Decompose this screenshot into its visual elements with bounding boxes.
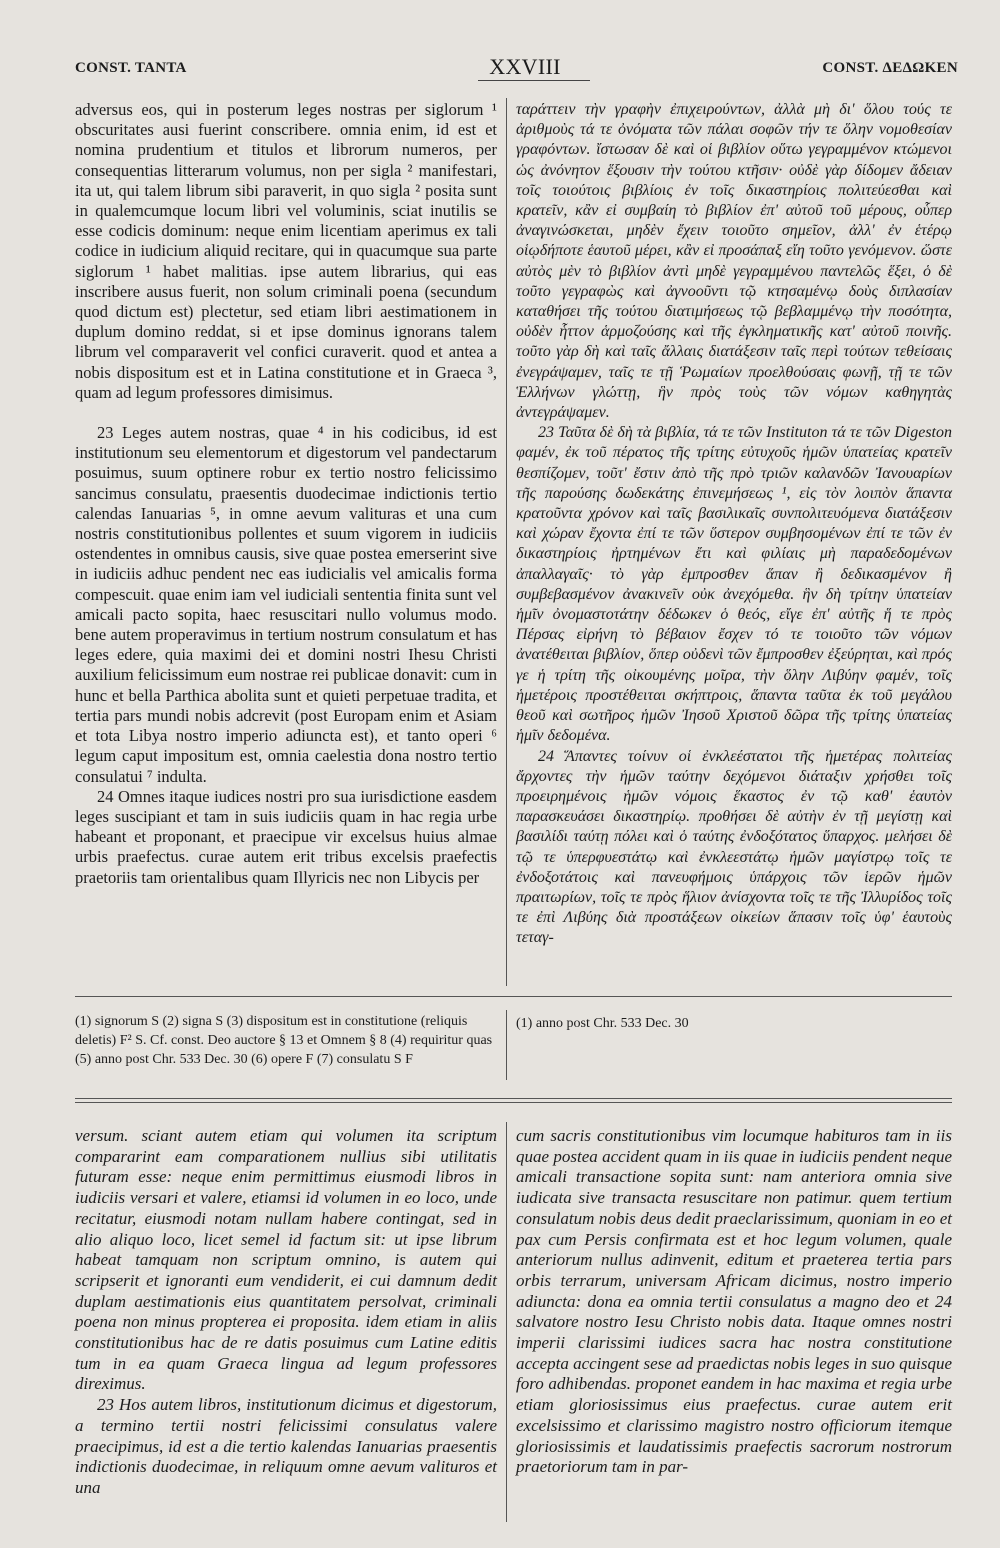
- footnote-divider: [506, 1010, 507, 1080]
- translation-column-right: [516, 1126, 952, 1478]
- column-divider: [506, 98, 507, 986]
- translation-column-left: [75, 1126, 497, 1499]
- translation-paragraph-right: cum sacris constitutionibus vim locumque habituros tam in iis quae postea accident quam in iis quae in iudiciis pendent neque amicali transactione sopita sunt: nam anteriora omnia sive iudicata sive transacta resuscitare non patimur. quem tertium consulatum nobis deus dedit praeclarissimum, quoniam in eo et pax cum Persis confirmata est et hoc legum volumen, quale anteriorum nullus adinvenit, editum et praeterea tertia pars orbis terrarum, universam Africam dicimus, nostro imperio adiuncta: dona ea omnia tertii consulatus a magno deo et 24 salvatore nostro Iesu Christo nobis data. Itaque omnes nostri imperii clarissimi iudices sacra hac nostra constitutione accepta accingent sese ad praedictas nobis leges in suo quisque foro adhibendas. proponet eandem in hac maxima et regia urbe etiam gloriosissimus eius praefectus. curae autem erit excelsissimo et clarissimo magistro nostro officiorum itemque gloriosissimis et laudatissimis praefectis sacrorum nostrorum praetoriorum tam in par-: [516, 1126, 952, 1477]
- double-rule-bottom: [75, 1102, 952, 1103]
- running-header-right: CONST. ΔΕΔΩΚΕΝ: [822, 60, 958, 76]
- translation-paragraph-23: 23 Hos autem libros, institutionum dicimus et digestorum, a termino tertii nostri felicissimi consulatus valere praecipimus, id est a die tertio kalendas Ianuarias praesentis indictionis duodecimae, in reliquum omne aevum valituros et una: [75, 1395, 497, 1497]
- greek-paragraph-23: 23 Ταῦτα δὲ δὴ τὰ βιβλία, τά τε τῶν Instituton τά τε τῶν Digeston φαμέν, ἐκ τοῦ πέρατος τῆς τρίτης εὐτυχοῦς ἡμῶν ὑπατείας κρατεῖν θεσπίζομεν, τοῦτ' ἔστιν ἀπὸ τῆς πρὸ τριῶν καλανδῶν Ἰανουαρίων τῆς παρούσης δωδεκάτης ἐπινεμήσεως ¹, εἰς τὸν λοιπὸν ἅπαντα κρατοῦντα χρόνον καὶ ταῖς βασιλικαῖς συνπολιτευόμενα διατάξεσιν καὶ χώραν ἔχοντα ἐπί τε τῶν ὕστερον συμβησομένων ἐπί τε τῶν ἐν δικαστηρίοις ἠρτημένων ἔτι καὶ φιλίαις μὴ παραδεδομένων ἀπαλλαγαῖς· τὸ γὰρ ἐμπροσθεν ἅπαν ἢ δεδικασμένον ἢ συμβεβασμένον ἀνακινεῖν οὐκ ἀνεχόμεθα. ἣν δὴ τρίτην ὑπατείαν ἡμῖν ὀνομαστοτάτην δέδωκεν ὁ θεός, εἴγε ἐπ' αὐτῆς ἥ τε πρὸς Πέρσας εἰρήνη τὸ βέβαιον ἔσχεν τό τε τοιοῦτο τῶν νόμων ἀνατέθειται βιβλίον, ὅπερ οὐδενὶ τῶν ἔμπροσθεν ἐξεύρηται, καὶ πρός γε ἡ τρίτη τῆς οἰκουμένης μοῖρα, τὴν ὅλην Λιβύην φαμέν, τοῖς ἡμετέροις προστέθειται σκήπτροις, ἅπαντα ταῦτα ἐκ τοῦ μεγάλου θεοῦ καὶ σωτῆρος ἡμῶν Ἰησοῦ Χριστοῦ δῶρα τῆς τρίτης ὑπατείας ἡμῖν δεδομένα.: [516, 424, 952, 745]
- running-header-left: CONST. TANTA: [75, 60, 187, 76]
- greek-paragraph: ταράττειν τὴν γραφὴν ἐπιχειρούντων, ἀλλὰ μὴ δι' ὅλου τούς τε ἀριθμοὺς τά τε ὀνόματα τῶν πάλαι σοφῶν τήν τε ὅλην νομοθεσίαν γραφόντων. ἴστωσαν δὲ καὶ οἱ βιβλίον οὕτω γεγραμμένον κτώμενοι ὡς ἀνόνητον ἕξουσιν τὴν τούτου κτῆσιν· οὐδὲ γὰρ δίδομεν ἄδειαν τοῖς τοιούτοις βιβλίοις ἐν τοῖς δικαστηρίοις πολιτεύεσθαι καὶ κρατεῖν, κἂν εἰ συμβαίη τὸ βιβλίον ἐπ' αὐτοῦ τοῦ μέρους, οὗπερ ἀναγινώσκεται, μηδὲν ἔχειν τοιοῦτο σημεῖον, ἀλλ' ἐν ἑτέρῳ οἱῳδήποτε ἑαυτοῦ μέρει, κἂν εἰ προσάπαξ εἴη τοῦτο γενόμενον. ὥστε αὐτὸς μὲν τὸ βιβλίον ἀντὶ μηδὲ γεγραμμένου παντελῶς ἕξει, ὁ δὲ τοῦτο γεγραφὼς καὶ ἀγνοοῦντι τῷ κτησαμένῳ δοὺς διπλασίαν καταθήσει τῆς τούτου διατιμήσεως τῷ βεβλαμμένῳ τὴν ποσότητα, οὐδὲν ἧττον ἁρμοζούσης καὶ τῆς ἐγκληματικῆς κατ' αὐτοῦ ποινῆς. τοῦτο γὰρ δὴ καὶ ταῖς ἄλλαις διατάξεσιν ταῖς περὶ τούτων τεθείσαις ἐνεγράψαμεν, ταῖς τε τῇ Ῥωμαίων προελθούσαις φωνῇ, τῇ τε τῶν Ἑλλήνων γλώττῃ, ἣν πρὸς τοὺς τῶν νόμων καθηγητὰς ἀντεγράψαμεν.: [516, 101, 952, 422]
- greek-column: [516, 100, 952, 949]
- footnotes-latin: (1) signorum S (2) signa S (3) dispositum est in constitutione (reliquis deletis) F² S. Cf. const. Deo auctore § 13 et Omnem § 8 (4) requiritur quas (5) anno post Chr. 533 Dec. 30 (6) opere F (7) consulatu S F: [75, 1014, 493, 1067]
- greek-paragraph-24: 24 Ἅπαντες τοίνυν οἱ ἐνκλεέστατοι τῆς ἡμετέρας πολιτείας ἄρχοντες τὴν ἡμῶν ταύτην δεχόμενοι διάταξιν χρήσθει τοῖς προειρημένοις ἡμῶν νόμοις ἕκαστος ἐν τῷ καθ' ἑαυτὸν παρασκευάσει δικαστηρίῳ. προθήσει δὲ αὐτὴν ἐν τῇ μεγίστῃ καὶ βασιλίδι ταύτῃ πόλει καὶ ὁ ταύτης ἐνδοξότατος ὕπαρχος. μελήσει δὲ τῷ τε ὑπερφυεστάτῳ καὶ ἐνκλεεστάτῳ ἡμῶν μαγίστρῳ τοῖς τε ἐνδοξοτάτοις καὶ πανευφήμοις ὑπάρχοις τῶν ἱερῶν ἡμῶν πραιτωρίων, τοῖς τε πρὸς ἥλιον ἀνίσχοντα τοῖς τε τῆς Ἰλλυρίδος τοῖς τε ἐπὶ Λιβύης διὰ προστάξεων οἰκείων ἅπασιν τοῖς ὑφ' ἑαυτοὺς τεταγ-: [516, 747, 952, 947]
- footnote-rule: [75, 996, 952, 997]
- double-rule-top: [75, 1098, 952, 1099]
- latin-paragraph: adversus eos, qui in posterum leges nostras per siglorum ¹ obscuritates ausi fuerint conscribere. omnia enim, id est et nomina prudentium et titulos et librorum numeros, per consequentias litterarum volumus, non per sigla ² manifestari, ita ut, qui talem librum sibi paraverit, in quo sigla ² posita sunt in qualemcumque locum libri vel voluminis, sciat inutilis se esse codicis dominum: neque enim licentiam aperimus ex tali codice in iudicium aliquid recitare, qui in quacumque sua parte siglorum ¹ habet malitias. ipse autem librarius, qui eas inscribere ausus fuerit, non solum criminali poena (secundum quod dictum est) plectetur, sed etiam libri aestimationem in duplum domino reddat, si et ipse dominus ignorans talem librum vel comparaverit vel confici curaverit. quod et antea a nobis dispositum est et in Latina constitutione et in Graeca ³, quam ad legum professores dimisimus.: [75, 100, 497, 402]
- footnotes-greek: (1) anno post Chr. 533 Dec. 30: [516, 1016, 689, 1031]
- translation-paragraph: versum. sciant autem etiam qui volumen ita scriptum compararint eam comparationem nullius sibi utilitatis futuram esse: neque enim permittimus eiusmodi libros in iudiciis versari et valere, etiamsi id volumen in eo loco, unde recitatur, eiusmodi notam nullam habere contingat, sed in alio aliquo loco, licet semel id factum sit: ut ipse librum habeat tamquam non scriptum omnino, is autem qui scripserit et ignoranti eum vendiderit, ei cui damnum dedit duplam aestimationis eius quantitatem persolvat, criminali poena non minus propterea ei proposita. idem etiam in aliis constitutionibus hac de re datis posuimus cum Latine editis tum in ea quam Graeca lingua ad legum professores direximus.: [75, 1126, 497, 1394]
- translation-divider: [506, 1122, 507, 1522]
- latin-paragraph-23: 23 Leges autem nostras, quae ⁴ in his codicibus, id est institutionum seu elementorum et digestorum vel pandectarum posuimus, suum optinere robur ex tertio nostro felicissimo sancimus consulatu, praesentis duodecimae indictionis tertio calendas Ianuarias ⁵, in omne aevum valituras et una cum nostris constitutionibus pollentes et suum vigorem in iudiciis ostendentes in omnibus causis, sive quae postea emerserint sive in iudiciis adhuc pendent nec eas iudicialis vel amicalis forma compescuit. quae enim iam vel iudiciali sententia finita sunt vel amicali pacto sopita, haec resuscitari nullo volumus modo. bene autem properavimus in tertium nostrum consulatum et has leges edere, quia maximi dei et domini nostri Ihesu Christi auxilium felicissimum eum nostrae rei publicae donavit: cum in hunc et bella Parthica abolita sunt et quieti perpetuae tradita, et tertia pars mundi nobis adcrevit (post Europam enim et Asiam et tota Libya nostro imperio adiuncta est), et tanto operi ⁶ legum caput impositum est, omnia caelestia dona nostro tertio consulatui ⁷ indulta.: [75, 423, 497, 786]
- page-number: XXVIII: [489, 54, 561, 79]
- latin-column: [75, 100, 497, 888]
- latin-paragraph-24: 24 Omnes itaque iudices nostri pro sua iurisdictione easdem leges suscipiant et tam in suis iudiciis quam in hac regia urbe habeant et proponant, et praecipue vir excelsus huius almae urbis praefectus. curae autem erit tribus excelsis praefectis praetoriis tam orientalibus quam Illyricis nec non Libycis per: [75, 786, 497, 887]
- page-number-underline: [478, 80, 590, 81]
